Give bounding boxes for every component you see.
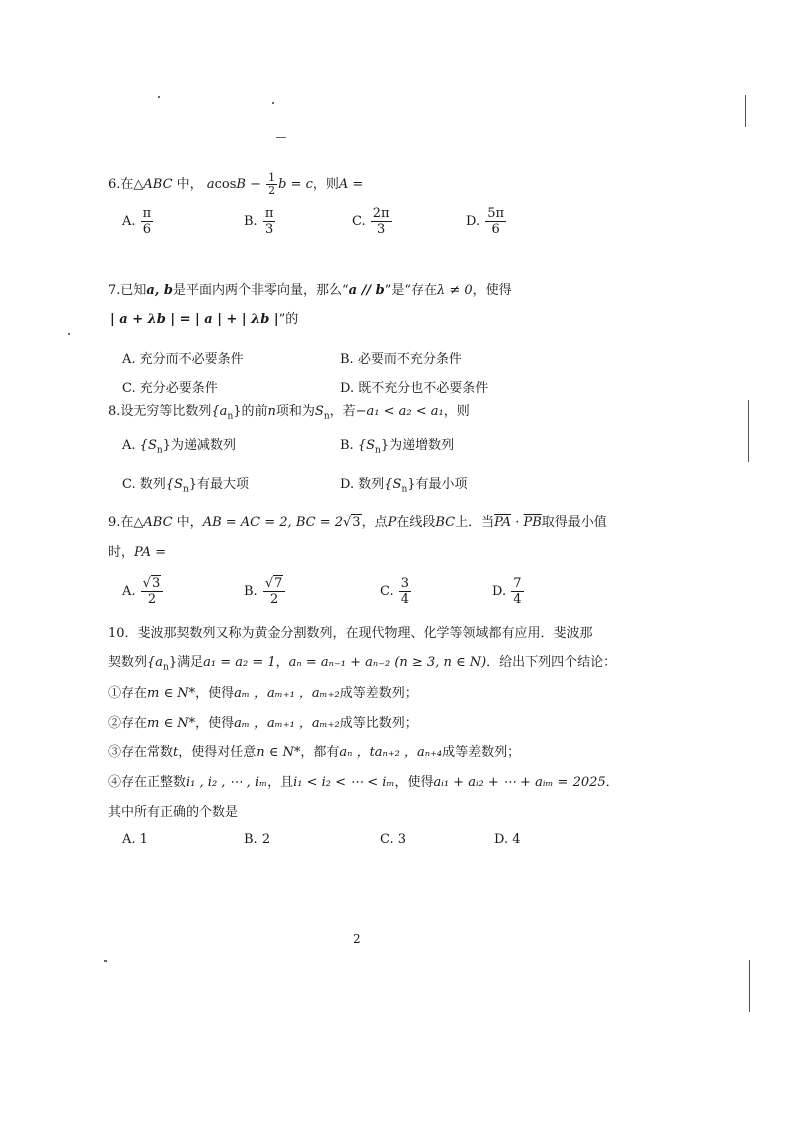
scan-edge-line (749, 960, 750, 1012)
page-number: 2 (353, 932, 361, 946)
q6-option-d: D. $\frac{5\pi}{6}$ (466, 206, 505, 237)
q10-option-b: B. 2 (244, 832, 271, 847)
q6-option-b: B. $\frac{\pi}{3}$ (244, 206, 274, 237)
q7-option-c: C. 充分必要条件 (122, 381, 218, 396)
q9-option-b: B. $\frac{√7}{2}$ (244, 576, 286, 607)
q8-option-d: D. 数列$\{S_n\}$有最小项 (340, 477, 468, 495)
question-8-stem: 8.设无穷等比数列$\{a_n\}$的前n项和为$S_n$，若−a₁ < a₂ < a₁，则 (108, 404, 470, 422)
fraction: $\frac{√3}{2}$ (141, 576, 164, 607)
q10-option-d: D. 4 (494, 832, 521, 847)
scan-edge-line (745, 95, 746, 127)
question-6-stem: 6.在△ABC 中， acosB − $\frac{1}{2}$ b = c，则A = (108, 171, 364, 197)
q9-option-d: D. $\frac{7}{4}$ (492, 576, 522, 607)
q10-summary: 其中所有正确的个数是 (108, 805, 239, 820)
q8-option-c: C. 数列$\{S_n\}$有最大项 (122, 477, 250, 495)
q10-statement-1: ①存在m ∈ N*，使得aₘ ，aₘ₊₁ ，aₘ₊₂成等差数列； (108, 686, 418, 701)
question-7-stem-line1: 7.已知a, b是平面内两个非零向量，那么“a // b”是“存在λ ≠ 0，使得 (108, 283, 512, 298)
fraction: $\frac{2\pi}{3}$ (372, 206, 390, 237)
q9-option-c: C. $\frac{3}{4}$ (380, 576, 410, 607)
q6-option-c: C. $\frac{2\pi}{3}$ (352, 206, 390, 237)
fraction: $\frac{3}{4}$ (400, 576, 410, 607)
question-7-stem-line2: | a + λb | = | a | + | λb |”的 (110, 312, 299, 327)
q8-option-b: B. $\{S_n\}$为递增数列 (340, 438, 455, 456)
question-9-stem-line1: 9.在△ABC 中，AB = AC = 2, BC = 2√3，点P在线段BC上．当$\overline{PA} \cdot \overline{PB}$取得最小值 (108, 515, 607, 530)
question-9-stem-line2: 时，PA = (108, 545, 166, 560)
fraction: $\frac{\pi}{6}$ (142, 206, 152, 237)
question-10-stem-line1: 10．斐波那契数列又称为黄金分割数列，在现代物理、化学等领域都有应用．斐波那 (108, 626, 593, 641)
fraction: $\frac{√7}{2}$ (263, 576, 286, 607)
q6-option-a: A. $\frac{\pi}{6}$ (122, 206, 152, 237)
q8-option-a: A. $\{S_n\}$为递减数列 (122, 438, 236, 456)
scan-speck (158, 96, 160, 98)
fraction: $\frac{7}{4}$ (513, 576, 522, 607)
scan-speck (272, 102, 274, 104)
q10-option-c: C. 3 (380, 832, 407, 847)
fraction: $\frac{\pi}{3}$ (264, 206, 274, 237)
q7-option-d: D. 既不充分也不必要条件 (340, 381, 489, 396)
scan-speck (276, 137, 286, 138)
scan-speck (104, 960, 107, 962)
question-10-stem-line2: 契数列$\{a_n\}$满足a₁ = a₂ = 1，aₙ = aₙ₋₁ + aₙ₋₂ (n ≥ 3, n ∈ N)．给出下列四个结论： (108, 655, 617, 673)
q7-option-a: A. 充分而不必要条件 (122, 352, 244, 367)
q7-option-b: B. 必要而不充分条件 (340, 352, 462, 367)
q10-option-a: A. 1 (122, 832, 148, 847)
scan-edge-line (748, 400, 749, 462)
q9-option-a: A. $\frac{√3}{2}$ (122, 576, 164, 607)
q10-statement-3: ③存在常数t，使得对任意n ∈ N*，都有aₙ ，taₙ₊₂ ，aₙ₊₄成等差数列； (108, 745, 521, 760)
q10-statement-2: ②存在m ∈ N*，使得aₘ ，aₘ₊₁ ，aₘ₊₂成等比数列； (108, 716, 418, 731)
q10-statement-4: ④存在正整数i₁ , i₂ , ⋯ , iₘ，且i₁ < i₂ < ⋯ < iₘ，使得aᵢ₁ + aᵢ₂ + ⋯ + aᵢₘ = 2025． (108, 775, 619, 790)
scan-speck (68, 333, 70, 335)
fraction: $\frac{5\pi}{6}$ (487, 206, 505, 237)
fraction: $\frac{1}{2}$ (268, 171, 276, 197)
